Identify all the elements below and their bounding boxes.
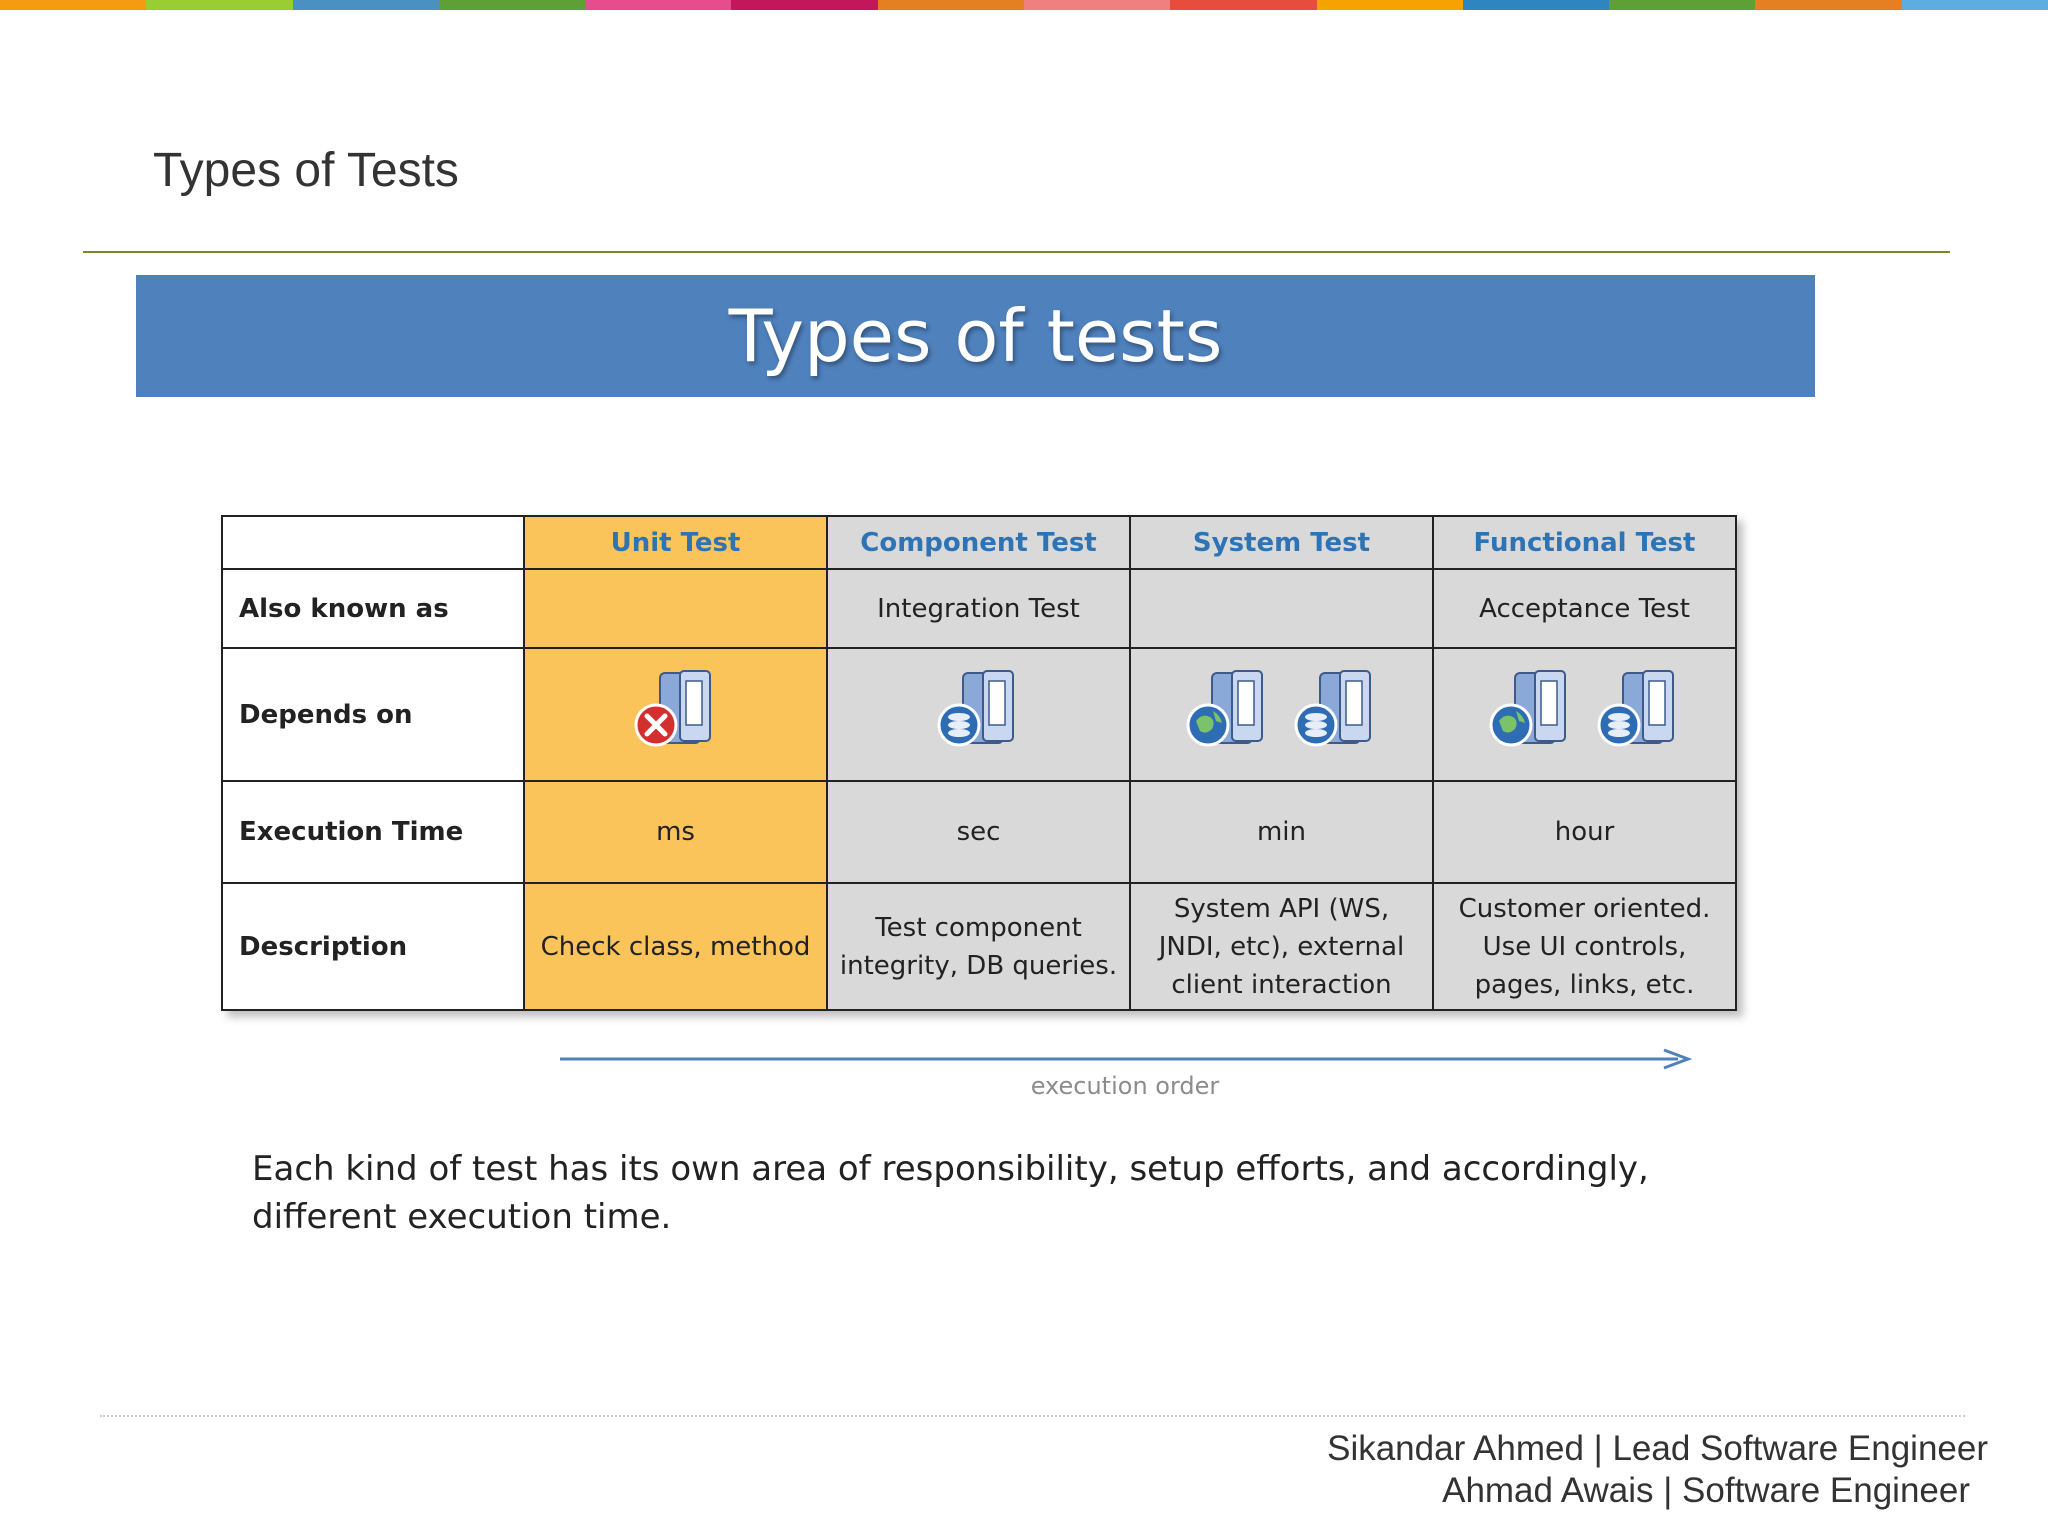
stripe-segment xyxy=(1024,0,1170,10)
stripe-segment xyxy=(0,0,146,10)
header-functional-test: Functional Test xyxy=(1433,516,1736,569)
cell-system-depends xyxy=(1130,648,1433,781)
cell-component-time: sec xyxy=(827,781,1130,883)
footer-divider xyxy=(100,1415,1965,1417)
stripe-segment xyxy=(585,0,731,10)
corner-cell xyxy=(222,516,524,569)
row-label: Description xyxy=(222,883,524,1010)
cell-component-description: Test component integrity, DB queries. xyxy=(827,883,1130,1010)
cell-functional-description: Customer oriented. Use UI controls, pages, links, etc. xyxy=(1433,883,1736,1010)
caption-text: Each kind of test has its own area of responsibility, setup efforts, and accordingly, different execution time. xyxy=(252,1149,1649,1237)
row-also-known-as xyxy=(222,569,1736,648)
stripe-segment xyxy=(731,0,877,10)
server-error-icon xyxy=(628,665,724,753)
cell-system-aka xyxy=(1130,569,1433,648)
stripe-segment xyxy=(439,0,585,10)
cell-functional-depends xyxy=(1433,648,1736,781)
cell-system-time: min xyxy=(1130,781,1433,883)
cell-unit-time: ms xyxy=(524,781,827,883)
header-row xyxy=(222,516,1736,569)
row-label: Also known as xyxy=(222,569,524,648)
server-database-icon xyxy=(1591,665,1687,753)
stripe-segment xyxy=(1609,0,1755,10)
row-label: Execution Time xyxy=(222,781,524,883)
row-label: Depends on xyxy=(222,648,524,781)
row-execution-time xyxy=(222,781,1736,883)
header-component-test: Component Test xyxy=(827,516,1130,569)
stripe-segment xyxy=(146,0,292,10)
page-title: Types of Tests xyxy=(153,144,459,197)
cell-unit-description: Check class, method xyxy=(524,883,827,1010)
header-unit-test: Unit Test xyxy=(524,516,827,569)
cell-functional-aka: Acceptance Test xyxy=(1433,569,1736,648)
stripe-segment xyxy=(1463,0,1609,10)
test-types-table xyxy=(221,515,1737,1011)
title-divider xyxy=(83,251,1950,253)
cell-system-description: System API (WS, JNDI, etc), external client interaction xyxy=(1130,883,1433,1010)
row-depends-on xyxy=(222,648,1736,781)
stripe-segment xyxy=(293,0,439,10)
footer-line-1: Sikandar Ahmed | Lead Software Engineer xyxy=(1327,1429,1988,1468)
row-description xyxy=(222,883,1736,1010)
banner-title: Types of tests xyxy=(728,294,1223,378)
execution-order-label: execution order xyxy=(1030,1072,1220,1100)
server-globe-icon xyxy=(1180,665,1276,753)
stripe-segment xyxy=(1902,0,2048,10)
stripe-segment xyxy=(1317,0,1463,10)
server-database-icon xyxy=(1288,665,1384,753)
stripe-segment xyxy=(1755,0,1901,10)
stripe-segment xyxy=(878,0,1024,10)
image-banner xyxy=(136,275,1815,397)
server-globe-icon xyxy=(1483,665,1579,753)
top-color-stripe xyxy=(0,0,2048,10)
footer-credits xyxy=(1327,1428,1988,1512)
stripe-segment xyxy=(1170,0,1316,10)
footer-line-2: Ahmad Awais | Software Engineer xyxy=(1442,1471,1970,1510)
cell-component-aka: Integration Test xyxy=(827,569,1130,648)
cell-unit-depends xyxy=(524,648,827,781)
cell-unit-aka xyxy=(524,569,827,648)
execution-order-arrow xyxy=(560,1047,1692,1071)
header-system-test: System Test xyxy=(1130,516,1433,569)
server-database-icon xyxy=(931,665,1027,753)
cell-component-depends xyxy=(827,648,1130,781)
cell-functional-time: hour xyxy=(1433,781,1736,883)
